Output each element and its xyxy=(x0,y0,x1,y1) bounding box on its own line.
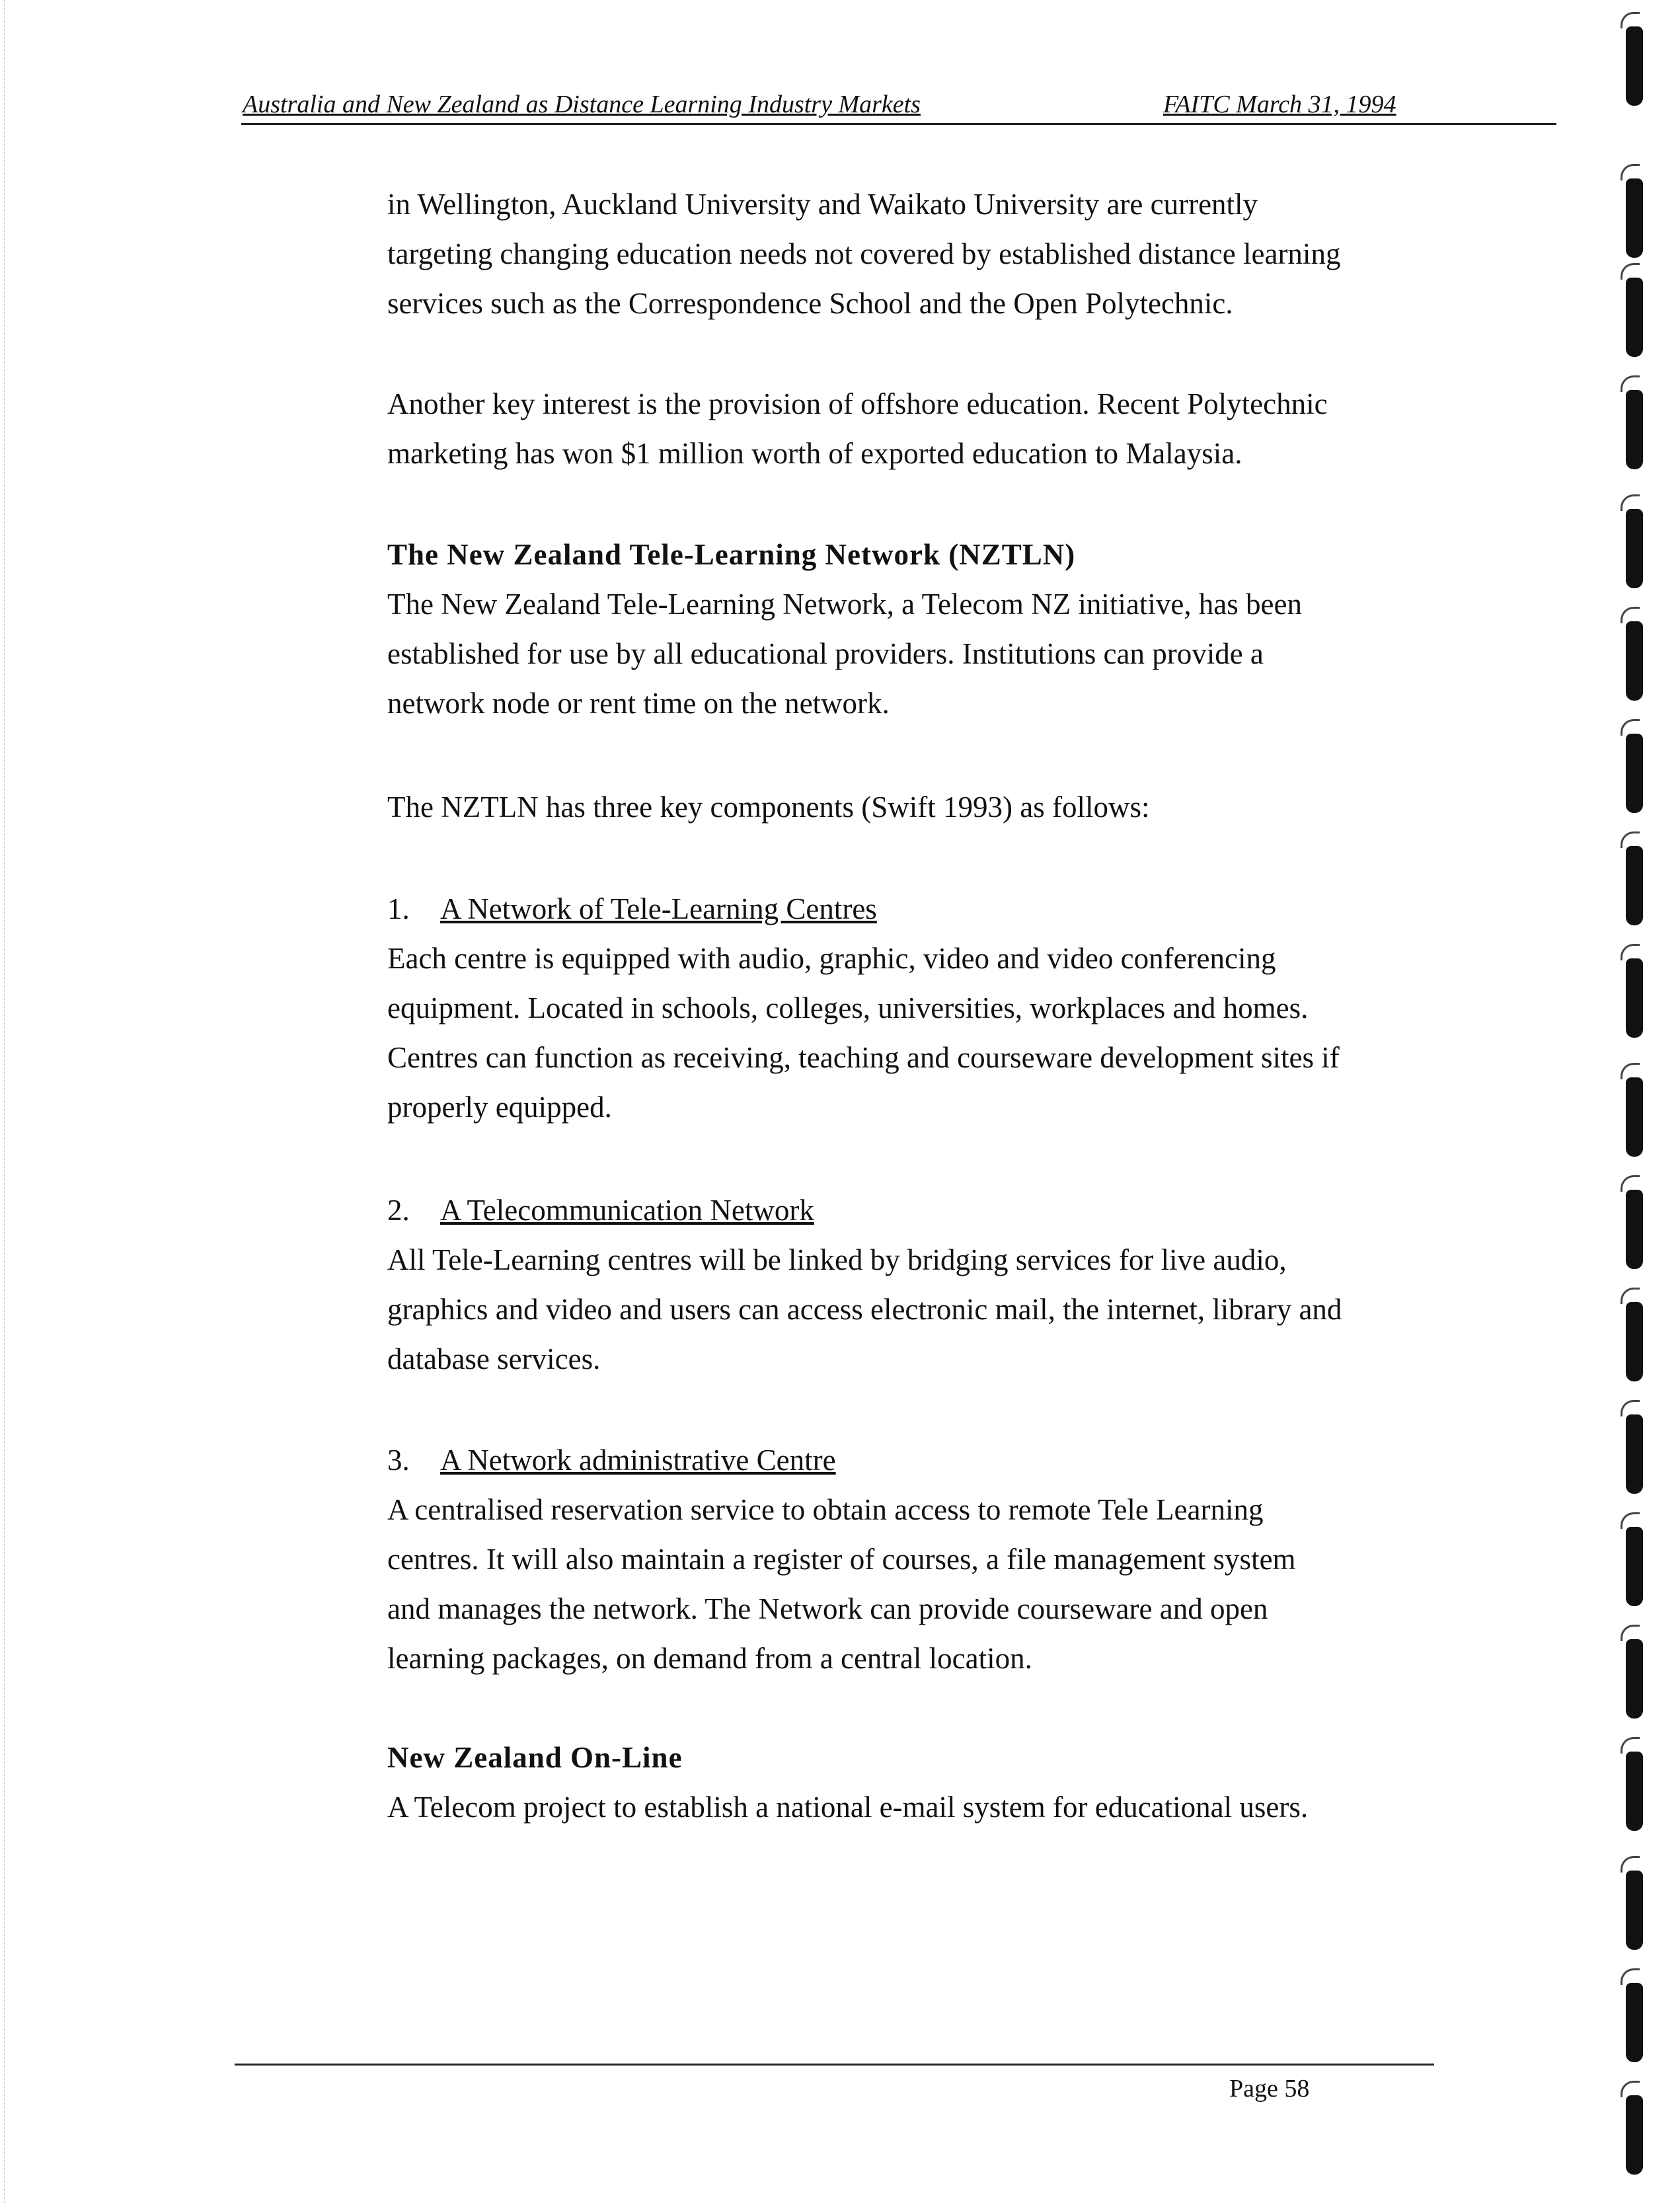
page-number: Page 58 xyxy=(1229,2075,1310,2103)
binding-ring-icon xyxy=(1626,2095,1643,2175)
binding-ring-icon xyxy=(1626,1527,1643,1606)
paragraph-offshore-education xyxy=(387,379,1458,479)
text-line: equipment. Located in schools, colleges, universities, workplaces and homes. xyxy=(387,991,1309,1024)
binding-ring-icon xyxy=(1626,621,1643,701)
binding-ring-icon xyxy=(1626,1190,1643,1269)
binding-ring-icon xyxy=(1626,1871,1643,1950)
text-line: The New Zealand Tele-Learning Network, a Telecom NZ initiative, has been xyxy=(387,588,1302,621)
text-line: and manages the network. The Network can provide courseware and open xyxy=(387,1592,1268,1625)
text-line: centres. It will also maintain a register of courses, a file management system xyxy=(387,1543,1296,1576)
list-item-heading: A Network of Tele-Learning Centres xyxy=(440,892,877,925)
list-item-number: 1. xyxy=(387,892,410,925)
section-heading-nztln: The New Zealand Tele-Learning Network (NZTLN) xyxy=(387,538,1076,571)
binding-ring-icon xyxy=(1626,509,1643,588)
list-item-number: 3. xyxy=(387,1444,410,1477)
text-line: marketing has won $1 million worth of exported education to Malaysia. xyxy=(387,437,1242,470)
binding-ring-icon xyxy=(1626,1639,1643,1719)
text-line: All Tele-Learning centres will be linked by bridging services for live audio, xyxy=(387,1243,1287,1276)
text-line: services such as the Correspondence School and the Open Polytechnic. xyxy=(387,287,1233,320)
binding-ring-icon xyxy=(1626,390,1643,469)
list-item-title xyxy=(387,1186,1458,1235)
page-edge xyxy=(0,0,5,2203)
binding-ring-icon xyxy=(1626,178,1643,258)
header-document-title: Australia and New Zealand as Distance Learning Industry Markets xyxy=(243,91,921,118)
binding-ring-icon xyxy=(1626,734,1643,813)
section-new-zealand-online xyxy=(387,1733,1458,1832)
list-item-heading: A Network administrative Centre xyxy=(440,1444,836,1477)
running-header xyxy=(241,85,1556,125)
list-item-title xyxy=(387,1436,1458,1485)
text-line: Each centre is equipped with audio, graphic, video and video conferencing xyxy=(387,942,1276,975)
list-item-title xyxy=(387,884,1458,934)
text-line: Another key interest is the provision of offshore education. Recent Polytechnic xyxy=(387,387,1328,420)
binding-ring-icon xyxy=(1626,1077,1643,1157)
text-line: learning packages, on demand from a central location. xyxy=(387,1642,1032,1675)
text-line: targeting changing education needs not covered by established distance learning xyxy=(387,237,1341,270)
footer-rule xyxy=(235,2064,1434,2066)
binding-ring-icon xyxy=(1626,1752,1643,1831)
text-line: network node or rent time on the network. xyxy=(387,687,890,720)
binding-ring-icon xyxy=(1626,26,1643,106)
binding-ring-icon xyxy=(1626,1302,1643,1381)
binding-ring-icon xyxy=(1626,958,1643,1038)
paragraph-components-intro xyxy=(387,783,1458,832)
list-item-number: 2. xyxy=(387,1194,410,1227)
list-item-telecommunication-network xyxy=(387,1186,1458,1384)
list-item-network-administrative-centre xyxy=(387,1436,1458,1683)
section-nztln xyxy=(387,530,1458,728)
list-item-heading: A Telecommunication Network xyxy=(440,1194,814,1227)
text-line: graphics and video and users can access electronic mail, the internet, library and xyxy=(387,1293,1342,1326)
text-line: A centralised reservation service to obtain access to remote Tele Learning xyxy=(387,1493,1264,1526)
spiral-binding xyxy=(1613,0,1680,2203)
binding-ring-icon xyxy=(1626,1983,1643,2062)
binding-ring-icon xyxy=(1626,278,1643,357)
text-line: Centres can function as receiving, teaching and courseware development sites if xyxy=(387,1041,1340,1074)
text-line: established for use by all educational providers. Institutions can provide a xyxy=(387,637,1264,670)
section-heading-online: New Zealand On-Line xyxy=(387,1741,683,1774)
paragraph-continuation xyxy=(387,180,1458,329)
text-line: properly equipped. xyxy=(387,1091,612,1124)
binding-ring-icon xyxy=(1626,846,1643,925)
text-line: database services. xyxy=(387,1342,601,1375)
list-item-tele-learning-centres xyxy=(387,884,1458,1132)
text-line: A Telecom project to establish a national e-mail system for educational users. xyxy=(387,1791,1309,1824)
header-date: FAITC March 31, 1994 xyxy=(1163,91,1396,118)
text-line: in Wellington, Auckland University and Waikato University are currently xyxy=(387,188,1258,221)
text-line: The NZTLN has three key components (Swift 1993) as follows: xyxy=(387,791,1150,824)
binding-ring-icon xyxy=(1626,1414,1643,1494)
